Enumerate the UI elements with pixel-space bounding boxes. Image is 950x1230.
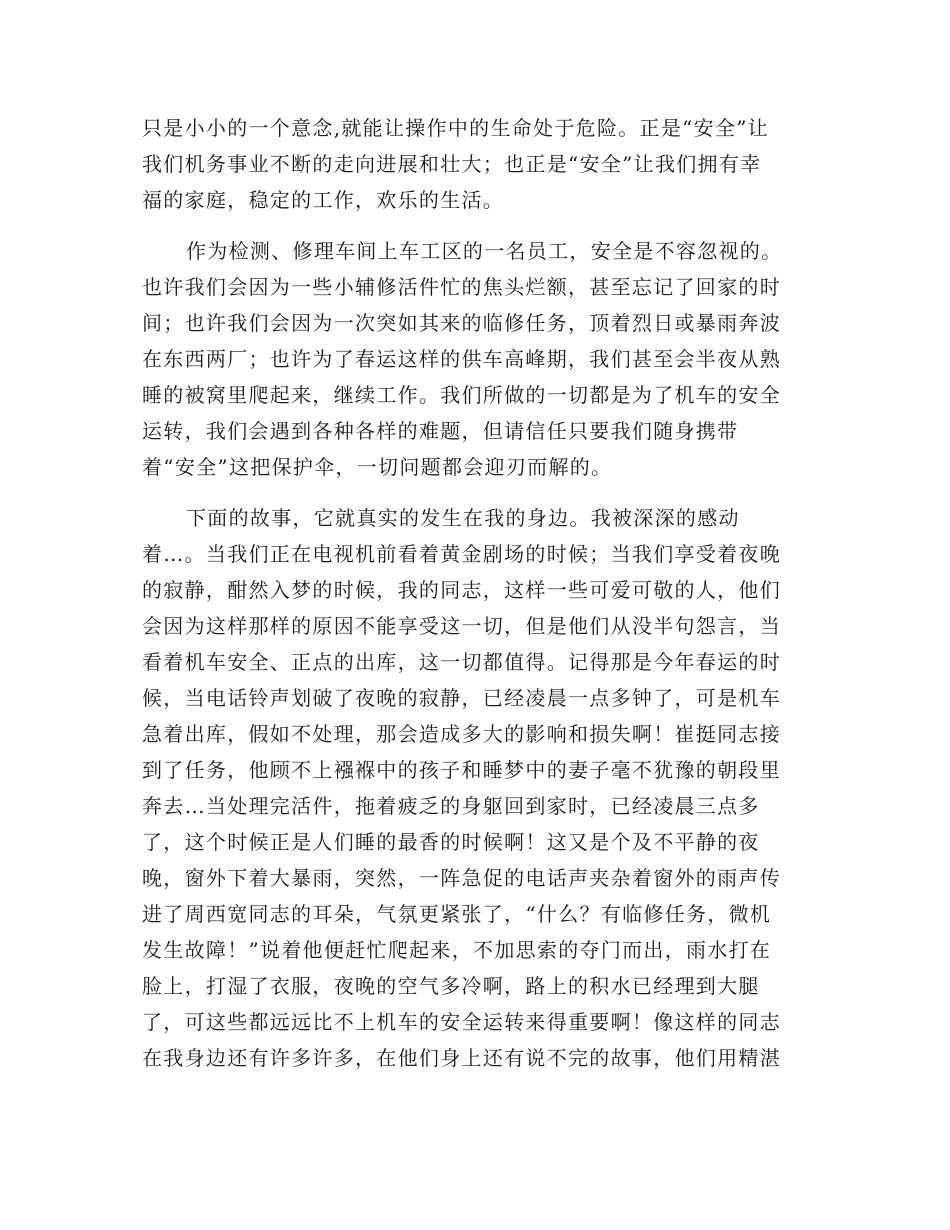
paragraph-1-line-3: 福的家庭，稳定的工作，欢乐的生活。: [142, 188, 505, 212]
paragraph-3-line-2: 着…。当我们正在电视机前看着黄金剧场的时候；当我们享受着夜晚: [142, 542, 781, 566]
paragraph-3-line-8: 到了任务，他顾不上襁褓中的孩子和睡梦中的妻子毫不犹豫的朝段里: [142, 758, 781, 782]
paragraph-2-line-5: 睡的被窝里爬起来，继续工作。我们所做的一切都是为了机车的安全: [142, 383, 781, 407]
paragraph-2-line-1: 作为检测、修理车间上车工区的一名员工，安全是不容忽视的。: [186, 239, 783, 263]
paragraph-2-line-2: 也许我们会因为一些小辅修活件忙的焦头烂额，甚至忘记了回家的时: [142, 275, 781, 299]
paragraph-2-line-3: 间；也许我们会因为一次突如其来的临修任务，顶着烈日或暴雨奔波: [142, 311, 781, 335]
paragraph-3-line-5: 看着机车安全、正点的出库，这一切都值得。记得那是今年春运的时: [142, 650, 781, 674]
paragraph-2-line-6: 运转，我们会遇到各种各样的难题，但请信任只要我们随身携带: [142, 419, 739, 443]
paragraph-2-line-7: 着“安全”这把保护伞，一切问题都会迎刃而解的。: [142, 455, 613, 479]
paragraph-3-line-13: 发生故障！”说着他便赶忙爬起来，不加思索的夺门而出，雨水打在: [142, 938, 772, 962]
paragraph-3-line-1: 下面的故事，它就真实的发生在我的身边。我被深深的感动: [186, 506, 740, 530]
paragraph-1-line-1: 只是小小的一个意念,就能让操作中的生命处于危险。正是“安全”让: [142, 116, 770, 140]
paragraph-3-line-4: 会因为这样那样的原因不能享受这一切，但是他们从没半句怨言，当: [142, 614, 781, 638]
paragraph-3-line-9: 奔去…当处理完活件，拖着疲乏的身躯回到家时，已经凌晨三点多: [142, 794, 760, 818]
paragraph-3-line-15: 了，可这些都远远比不上机车的安全运转来得重要啊！像这样的同志: [142, 1010, 781, 1034]
paragraph-3-line-10: 了，这个时候正是人们睡的最香的时候啊！这又是个及不平静的夜: [142, 830, 760, 854]
paragraph-3-line-7: 急着出库，假如不处理，那会造成多大的影响和损失啊！崔挺同志接: [142, 722, 781, 746]
paragraph-3-line-16: 在我身边还有许多许多，在他们身上还有说不完的故事，他们用精湛: [142, 1046, 781, 1070]
paragraph-1-line-2: 我们机务事业不断的走向进展和壮大；也正是“安全”让我们拥有幸: [142, 152, 762, 176]
paragraph-3-line-3: 的寂静，酣然入梦的时候，我的同志，这样一些可爱可敬的人，他们: [142, 578, 781, 602]
paragraph-3-line-12: 进了周西宽同志的耳朵，气氛更紧张了，“什么？有临修任务，微机: [142, 902, 772, 926]
paragraph-3-line-14: 脸上，打湿了衣服，夜晚的空气多冷啊，路上的积水已经理到大腿: [142, 974, 760, 998]
paragraph-3-line-6: 候，当电话铃声划破了夜晚的寂静，已经凌晨一点多钟了，可是机车: [142, 686, 781, 710]
paragraph-2-line-4: 在东西两厂；也许为了春运这样的供车高峰期，我们甚至会半夜从熟: [142, 347, 781, 371]
paragraph-3-line-11: 晚，窗外下着大暴雨，突然，一阵急促的电话声夹杂着窗外的雨声传: [142, 866, 781, 890]
